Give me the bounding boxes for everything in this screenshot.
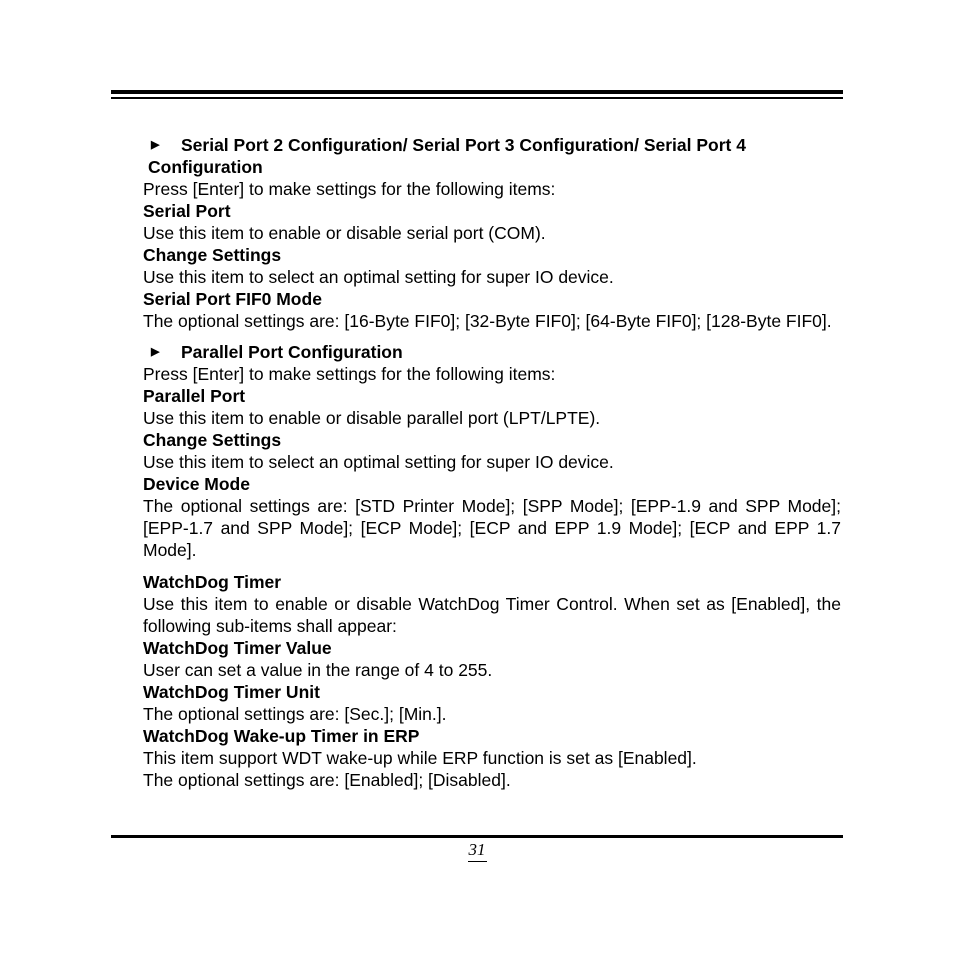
serial-change-settings-title: Change Settings (143, 245, 282, 265)
parallel-heading-text: Parallel Port Configuration (181, 342, 403, 362)
watchdog-value-title: WatchDog Timer Value (143, 638, 332, 658)
serial-fifo-mode-title: Serial Port FIF0 Mode (143, 289, 322, 309)
parallel-port-title: Parallel Port (143, 386, 246, 406)
right-triangle-bullet-icon: ▶ (151, 346, 160, 358)
serial-port-title: Serial Port (143, 201, 231, 221)
watchdog-value-desc: User can set a value in the range of 4 to 255. (143, 660, 493, 680)
device-mode-title: Device Mode (143, 474, 250, 494)
page-number: 31 (468, 840, 487, 862)
serial-fifo-mode-desc: The optional settings are: [16-Byte FIF0]; [32-Byte FIF0]; [64-Byte FIF0]; [128-Byte FIF0]. (143, 311, 832, 331)
watchdog-wakeup-options: The optional settings are: [Enabled]; [Disabled]. (143, 770, 511, 790)
parallel-intro: Press [Enter] to make settings for the following items: (143, 364, 556, 384)
watchdog-unit-desc: The optional settings are: [Sec.]; [Min.]. (143, 704, 447, 724)
parallel-change-settings-title: Change Settings (143, 430, 282, 450)
watchdog-desc: Use this item to enable or disable WatchDog Timer Control. When set as [Enabled], the following sub-items shall appear: (143, 594, 841, 636)
parallel-port-desc: Use this item to enable or disable parallel port (LPT/LPTE). (143, 408, 601, 428)
header-rule-thin (111, 97, 843, 99)
parallel-change-settings-desc: Use this item to select an optimal setting for super IO device. (143, 452, 614, 472)
page-content (143, 134, 841, 791)
parallel-port-heading (143, 341, 841, 363)
watchdog-wakeup-desc: This item support WDT wake-up while ERP function is set as [Enabled]. (143, 748, 697, 768)
page-number-container (0, 840, 954, 862)
serial-change-settings-desc: Use this item to select an optimal setting for super IO device. (143, 267, 614, 287)
watchdog-wakeup-title: WatchDog Wake-up Timer in ERP (143, 726, 420, 746)
serial-heading-line2: Configuration (148, 157, 263, 177)
serial-port-desc: Use this item to enable or disable serial port (COM). (143, 223, 546, 243)
serial-heading-line1: Serial Port 2 Configuration/ Serial Port 3 Configuration/ Serial Port 4 (181, 135, 746, 155)
right-triangle-bullet-icon: ▶ (151, 139, 160, 151)
watchdog-unit-title: WatchDog Timer Unit (143, 682, 320, 702)
header-rule-thick (111, 90, 843, 94)
device-mode-desc: The optional settings are: [STD Printer Mode]; [SPP Mode]; [EPP-1.9 and SPP Mode]; [EPP-1.7 and SPP Mode]; [ECP Mode]; [ECP and EPP 1.9 Mode]; [ECP and EPP 1.7 Mode]. (143, 496, 841, 560)
footer-rule (111, 835, 843, 838)
serial-port-heading (143, 134, 841, 156)
serial-intro: Press [Enter] to make settings for the following items: (143, 179, 556, 199)
watchdog-title: WatchDog Timer (143, 572, 282, 592)
